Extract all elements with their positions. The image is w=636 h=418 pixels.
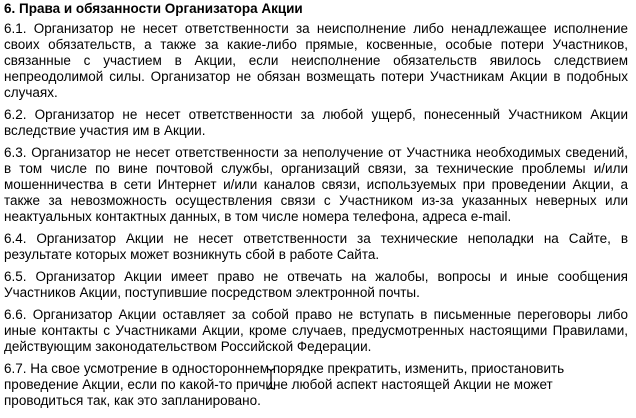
clause-6-6: 6.6. Организатор Акции оставляет за собой право не вступать в письменные переговоры либо иные контакты с Участниками Акции, кроме случаев, предусмотренных настоящими Правилами, действующим законодательством Российской Федерации. [4,307,628,354]
clause-6-7: 6.7. На свое усмотрение в одностороннем порядке прекратить, изменить, приостановить проведение Акции, если по какой-то причине любой аспект настоящей Акции не может проводиться так, как это запланировано. [4,361,565,408]
clause-6-3: 6.3. Организатор не несет ответственности за неполучение от Участника необходимых сведений, в том числе по вине почтовой службы, организаций связи, за технические проблемы и/или мошенничества в сети Интернет и/или каналов связи, используемых при проведении Акции, а также за невозможность осуществления связи с Участником из-за указанных неверных или неактуальных контактных данных, в том числе номера телефона, адреса e-mail. [4,145,628,224]
clause-6-1: 6.1. Организатор не несет ответственности за неисполнение либо ненадлежащее исполнение своих обязательств, а также за какие-либо прямые, косвенные, особые потери Участников, связанные с участием в Акции, если неисполнение обязательств явилось следствием непреодолимой силы. Организатор не обязан возмещать потери Участникам Акции в подобных случаях. [4,21,628,100]
text-cursor-icon [266,368,276,390]
document-body [4,1,628,415]
clause-6-4: 6.4. Организатор Акции не несет ответственности за технические неполадки на Сайте, в результате которых может возникнуть сбой в работе Сайта. [4,231,628,262]
clause-6-5: 6.5. Организатор Акции имеет право не отвечать на жалобы, вопросы и иные сообщения Участников Акции, поступившие посредством электронной почты. [4,269,628,300]
section-title: 6. Права и обязанности Организатора Акции [4,1,303,16]
clause-6-2: 6.2. Организатор не несет ответственности за любой ущерб, понесенный Участником Акции вследствие участия им в Акции. [4,107,628,138]
